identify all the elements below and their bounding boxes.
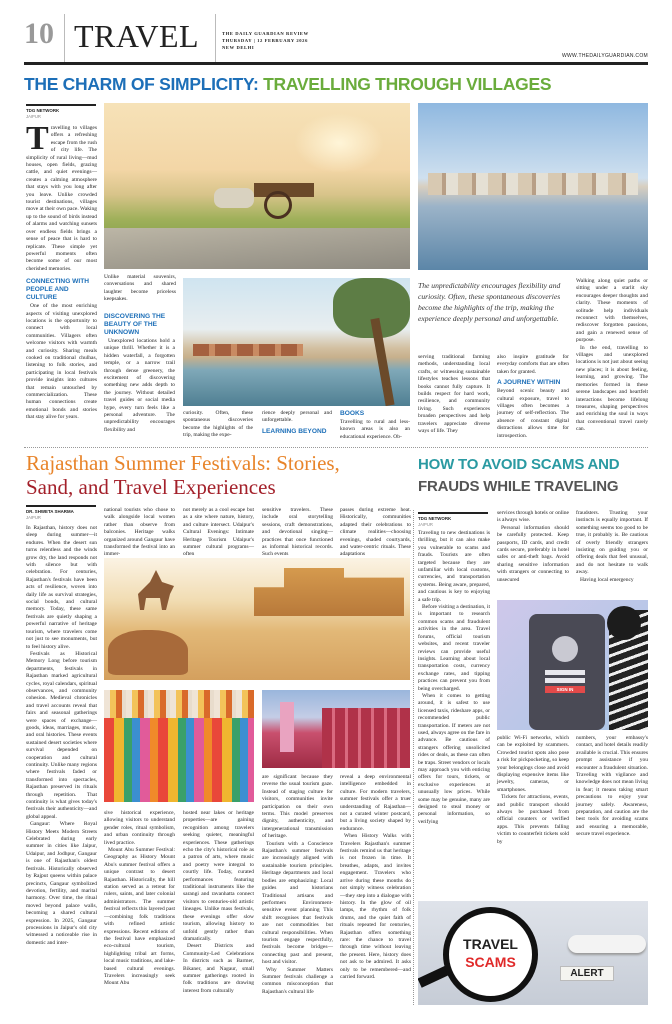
- photo-caption: [104, 274, 176, 304]
- paragraph: Unexplored locations hold a unique thrill. Whether it is a hidden waterfall, a forgotten temple, or a narrow trail through dense greenery, the excitement of discovering something new adds depth to the journey. Without detailed travel guides or social media hype, every turn feels like a personal adventure. The unpredictability encourages flexibility and: [104, 338, 175, 433]
- phone-hacker-illustration: [497, 600, 648, 730]
- subhead-connecting: CONNECTING WITH PEOPLE AND CULTURE: [26, 278, 90, 302]
- article-text: [262, 774, 333, 996]
- password-field: [545, 678, 585, 683]
- scams-col-3-top: [576, 510, 648, 584]
- rajasthan-col-5-top: [340, 507, 411, 559]
- paragraph: reveal a deep environmental intelligence embedded in culture. For modern travelers, summer festivals offer a truer understanding of Rajasthan—not a curated winter postcard, but a living society shaped by endurance.: [340, 774, 411, 832]
- scams-col-2-bottom: [497, 735, 569, 846]
- article-text: [262, 507, 333, 559]
- paragraph: not merely as a cool escape but as a site where nature, history, and culture intersect. Udaipur's Cultural Evenings: Intimate Heritage Tourism Udaipur's summer cultural programs—often: [183, 507, 254, 558]
- paper-info: [222, 30, 309, 51]
- bullock-cart-photo: [104, 103, 410, 269]
- paragraph: Before visiting a destination, it is important to research common scams and fraudulent activities in the area. Travel forums, official tourism websites, and recent traveler reviews can provide useful insights. Learning about local transportation costs, currency exchange rates, and tipping practices can prevent you from being overcharged.: [418, 604, 490, 692]
- lens-word-scams: SCAMS: [465, 954, 516, 970]
- palace-wall: [322, 708, 410, 768]
- website-link[interactable]: WWW.THEDAILYGUARDIAN.COM: [562, 53, 648, 59]
- paragraph: When it comes to getting around, it is safest to use licensed taxis, rideshare apps, or recommended public transportation. If meters are not used, always agree on the fare in advance. Be cautious of strangers offering unsolicited rides or deals, as these can often be traps. Street vendors or locals may approach you with enticing offers for tours, tickets, or exclusive experiences at unusually low prices. While some may be genuine, many are designed to steal money or personal information, so verifying: [418, 692, 490, 825]
- article-text: [26, 525, 97, 947]
- section-title: TRAVEL: [74, 18, 200, 54]
- section-divider: [24, 447, 648, 448]
- resting-camel: [108, 630, 188, 675]
- paragraph: passes during extreme heat. Historically, communities adapted their celebrations to climate realities—choosing evenings, shaded courtyards, and water-centric rituals. These adaptations: [340, 507, 411, 558]
- article-text: [576, 510, 648, 584]
- article-text: [340, 507, 411, 559]
- drop-cap: T: [26, 120, 49, 157]
- villages-col-3b: [262, 410, 332, 437]
- paragraph: Traveling to new destinations is thrilling, but it can also make you vulnerable to scams and frauds. Tourists are often targeted because they are unfamiliar with local customs, currencies, and transportation systems. Being aware, prepared, and cautious is key to enjoying a safe trip.: [418, 530, 490, 603]
- rajasthan-col-4-bottom: [262, 774, 333, 996]
- rajasthan-col-3-top: [183, 507, 254, 559]
- rajasthan-col-1: [26, 525, 97, 947]
- paragraph: One of the most enriching aspects of visiting unexplored locations is the opportunity to connect with local communities. Villagers often welcome visitors with warmth and curiosity. Sharing meals cooked on traditional chulhas, listening to folk stories, and participating in local festivals provide insights into cultures that remain untouched by commercialization. These human connections create emotional bonds and stories that stay alive for years.: [26, 303, 97, 421]
- paper-name: THE DAILY GUARDIAN REVIEW: [222, 31, 309, 36]
- subhead-learning: LEARNING BEYOND: [262, 427, 327, 435]
- alert-sign: ALERT: [560, 966, 614, 981]
- article-text: [104, 338, 175, 434]
- article-text: [183, 507, 254, 559]
- vertical-divider: [413, 510, 414, 1005]
- paragraph: are significant because they reverse the usual tourism gaze. Instead of staging culture for visitors, communities invite participation on their own terms. This model preserves dignity, authenticity, and intergenerational transmission of heritage.: [262, 774, 333, 840]
- subhead-discovering: DISCOVERING THE BEAUTY OF THE UNKNOWN: [104, 313, 166, 336]
- headline-part-1: THE CHARM OF SIMPLICITY:: [24, 74, 259, 94]
- rajasthan-col-4-top: [262, 507, 333, 559]
- paragraph: numbers, your embassy's contact, and hotel details readily available is crucial. This ensures prompt assistance if you encounter a fraudulent situation. Traveling with vigilance and knowledge does not mean living in fear; it means taking smart precautions to enjoy your journey safely. Awareness, preparation, and caution are the best tools for avoiding scams and ensuring a memorable, secure travel experience.: [576, 735, 648, 838]
- scams-col-2-top: [497, 510, 569, 584]
- paragraph: Walking along quiet paths or sitting under a starlit sky encourages deeper thoughts and clarity. These moments of solitude help individuals reconnect with themselves, rediscover forgotten passions, and gain a renewed sense of purpose.: [576, 278, 648, 344]
- page-number: 10: [24, 17, 54, 50]
- palace-tower: [280, 702, 294, 752]
- headline-line-2: FRAUDS WHILE TRAVELING: [418, 478, 619, 495]
- camel-rider: [134, 570, 174, 610]
- paragraph: curiosity. Often, these spontaneous discoveries become the highlights of the trip, making the expe-: [183, 410, 253, 439]
- article-text: [418, 530, 490, 826]
- headline-line-1: HOW TO AVOID SCAMS AND: [418, 456, 620, 473]
- article-text: [418, 354, 490, 435]
- paragraph: Why Summer Matters Summer festivals challenge a common misconception that Rajasthan's cultural life: [262, 966, 333, 995]
- rajasthan-col-3-bottom: [183, 810, 254, 995]
- article-text: [576, 278, 648, 434]
- villages-col-3a: [183, 410, 253, 440]
- paragraph: Travelling to rural and less-known areas is also an educational experience. Ob-: [340, 419, 410, 440]
- article-text: [183, 810, 254, 995]
- paragraph: hosted near lakes or heritage properties—are gaining recognition among travelers seeking quieter, meaningful experiences. These gatherings echo the city's historical role as a patron of arts, where music and poetry were integral to courtly life. Today, curated performances featuring traditional instruments like the sarangi and ravanhatta connect visitors to centuries-old artistic lineages. Unlike mass festivals, these evenings offer slow tourism, allowing history to unfold gently rather than dramatically.: [183, 810, 254, 942]
- article-text: [104, 810, 175, 988]
- sun-glow: [294, 113, 384, 173]
- paragraph: national tourists who chose to walk alongside local women rather than observe from balconies. Heritage walks organized around Gangaur have transformed the festival into an immer-: [104, 507, 175, 558]
- article-text: [497, 388, 569, 440]
- houses: [428, 173, 638, 195]
- hacker-mask: [607, 606, 641, 640]
- byline-city: JAIPUR: [26, 113, 41, 119]
- header-rule: [24, 62, 648, 65]
- paragraph: Beyond scenic beauty and cultural exposure, travel to villages often becomes a journey of self-reflection. The absence of constant digital distractions allows time for introspection.: [497, 388, 569, 439]
- pull-quote: The unpredictability encourages flexibility and curiosity. Often, these spontaneous discoveries become the highlights of the trip, making the experience deeply personal and unforgettable.: [418, 281, 561, 323]
- paragraph: Mount Abu Summer Festival: Geography as History Mount Abu's summer festival offers a unique contrast to desert Rajasthan. Historically, the hill station served as a retreat for rulers, saints, and later colonial administrators. The summer festival reflects this layered past—combining folk traditions with refined artistic expressions. Recent editions of the festival have emphasized eco-cultural tourism, highlighting tribal art forms, local music traditions, and lake-based cultural evenings. Travelers increasingly seek Mount Abu: [104, 847, 175, 987]
- article-text: [497, 735, 569, 846]
- paragraph: sensitive travelers. These include oral storytelling sessions, craft demonstrations, and devotional singing—practices that once functioned as informal historical records. Such events: [262, 507, 333, 558]
- subhead-journey: A JOURNEY WITHIN: [497, 379, 561, 387]
- article-text: [340, 419, 410, 441]
- desert-fort-camel-photo: [104, 558, 410, 680]
- cart-wheel: [264, 191, 292, 219]
- paragraph: Having local emergency: [580, 576, 634, 583]
- puppet-heads: [104, 690, 254, 718]
- lake-village-photo: [183, 278, 410, 406]
- rajasthan-col-2-bottom: [104, 810, 175, 988]
- article-text: [497, 354, 569, 376]
- bull: [214, 188, 254, 208]
- headline-part-2: TRAVELLING THROUGH VILLAGES: [263, 74, 552, 94]
- paragraph: When History Walks with Travelers Rajasthan's summer festivals remind us that heritage is not frozen in time. It breathes, adapts, and invites engagement. Travelers who arrive during these months do not simply witness celebration—they step into a dialogue with history. In the glow of oil lamps, the rhythm of folk drums, and the quiet faith of rituals repeated for centuries, Rajasthan offers something rare: the chance to travel through time without leaving the present. Here, history does not ask to be admired. It asks only to be remembered—and carried forward.: [340, 833, 411, 980]
- villages-col-1: [26, 120, 97, 422]
- paragraph: rience deeply personal and unforgettable.: [262, 410, 332, 424]
- scams-byline: [418, 512, 488, 527]
- article-text: [183, 410, 253, 440]
- toy-airplane: [568, 935, 646, 953]
- villages-byline: [26, 104, 96, 119]
- masthead: [0, 0, 672, 68]
- paragraph: sive historical experience, allowing visitors to understand gender roles, ritual symbolism, and urban continuity through lived practice.: [104, 810, 175, 846]
- profile-icon: [552, 636, 578, 662]
- city-palace-photo: [262, 690, 410, 768]
- header-divider-2: [215, 14, 216, 62]
- article-text: [104, 507, 175, 559]
- intro-text: ravelling to villages offers a refreshing escape from the rush of city life. The simplicity of rural living—mud houses, open fields, grazing cattle, and quiet evenings—creates a calming atmosphere that stays with you long after you leave. Unlike crowded tourist destinations, villages move at their own pace. Waking up to the sound of birds instead of alarms and watching sunsets over endless fields brings a sense of peace that is hard to replicate. These simple yet powerful moments often become some of our most cherished memories.: [26, 125, 97, 272]
- scams-col-3-bottom: [576, 735, 648, 839]
- paragraph: Tickets for attractions, events, and public transport should always be purchased from official counters or verified apps. This prevents falling victim to counterfeit tickets sold by: [497, 794, 569, 845]
- article-text: [26, 303, 97, 422]
- headline-line-1: Rajasthan Summer Festivals: Stories,: [26, 451, 340, 475]
- caption-text: Unlike material souvenirs, conversations and shared laughter become priceless keepsakes.: [104, 274, 176, 303]
- magnifier-lens: [443, 907, 538, 1002]
- paragraph: Tourism with a Conscience Rajasthan's summer festivals are increasingly aligned with sustainable tourism principles. Heritage departments and local bodies are emphasizing: Local guides and historians Traditional artisans and performers Environment-sensitive event planning This shift recognises that festivals are not commodities but cultural responsibilities. When tourists engage respectfully, festivals become bridges—connecting past and present, host and visitor.: [262, 840, 333, 966]
- villages-col-4: [418, 354, 490, 435]
- puppets-photo: [104, 690, 254, 802]
- intro-paragraph: [26, 120, 97, 273]
- byline-city: JAIPUR: [26, 514, 41, 520]
- rajasthan-col-2-top: [104, 507, 175, 559]
- villages-col-6: [576, 278, 648, 434]
- paragraph: public Wi-Fi networks, which can be exploited by scammers. Crowded tourist spots also pose a risk for pickpocketing, so keep your belongings close and avoid displaying expensive items like jewelry, cameras, or smartphones.: [497, 735, 569, 793]
- fort: [254, 568, 404, 616]
- villages-col-3c: [340, 410, 410, 441]
- issue-city: NEW DELHI: [222, 45, 255, 50]
- article-text: [340, 774, 411, 981]
- byline-org: TDG NETWORK: [418, 516, 452, 521]
- villages-col-2: [104, 313, 175, 434]
- paragraph: Desert Districts and Community-Led Celebrations In districts such as Barmer, Bikaner, and Nagaur, small summer gatherings rooted in folk traditions are drawing interest from culturally: [183, 943, 254, 994]
- issue-date: THURSDAY | 12 FEBRUARY 2026: [222, 38, 308, 43]
- paragraph: Personal information should be carefully protected. Keep passports, ID cards, and credit cards secure, preferably in hotel safes or anti-theft bags. Avoid sharing sensitive information with strangers or connecting to unsecured: [497, 524, 569, 583]
- paragraph: serving traditional farming methods, understanding local crafts, or witnessing sustainable lifestyles teaches lessons that books cannot fully capture. It builds respect for hard work, resilience, and community living. Such experiences broaden perspectives and help travelers appreciate diverse ways of life. They: [418, 354, 490, 435]
- travel-scams-photo: [418, 901, 648, 1005]
- paragraph: In the end, travelling to villages and unexplored locations is not just about seeing new places; it is about feeling, learning, and growing. The memories formed in these serene landscapes and heartfelt interactions become lifelong treasures, shaping perspectives and enriching the soul in ways that conventional travel rarely can.: [576, 344, 648, 433]
- username-field: [545, 670, 585, 675]
- subhead-books: BOOKS: [340, 410, 365, 417]
- article-text: [576, 735, 648, 839]
- huts: [193, 344, 303, 356]
- paragraph: services through hotels or online is always wise.: [497, 510, 569, 524]
- rajasthan-col-5-bottom: [340, 774, 411, 981]
- scams-headline: [418, 454, 648, 498]
- paragraph: Gangaur: Where Royal History Meets Modern Streets Celebrated during early summer in cities like Jaipur, Udaipur, and Jodhpur, Gangaur is one of Rajasthan's oldest festivals. Historically observed by Rajput queens within palace precincts, Gangaur symbolized devotion, fertility, and marital harmony. Over time, the ritual moved beyond palace walls, becoming a shared cultural expression. In 2025, Gangaur processions in Jaipur's old city witnessed a noticeable rise in domestic and inter-: [26, 821, 97, 946]
- lens-word-travel: TRAVEL: [463, 936, 518, 952]
- paragraph: In Rajasthan, history does not sleep during summer—it endures. When the desert sun turns relentless and the winds grow dry, the land responds not with silence but with celebration. For centuries, Rajasthan's festivals have been acts of resilience, woven into daily life as survival strategies, social bonds, and cultural memory. Today, these same festivals are quietly shaping a powerful narrative of heritage tourism, where travelers come not just to see monuments, but to feel history alive.: [26, 525, 97, 650]
- article-text: [262, 410, 332, 425]
- byline-city: JAIPUR: [418, 521, 433, 527]
- header-divider: [64, 14, 65, 62]
- article-text: [497, 510, 569, 584]
- byline-org: TDG NETWORK: [26, 108, 60, 113]
- sign-in-button: SIGN IN: [545, 686, 585, 693]
- villages-col-5: [497, 354, 569, 440]
- scams-col-1: [418, 530, 490, 826]
- paragraph: also inspire gratitude for everyday comforts that are often taken for granted.: [497, 354, 569, 375]
- riverside-village-photo: [418, 103, 648, 270]
- rajasthan-byline: [26, 505, 96, 520]
- rajasthan-headline: [26, 451, 410, 499]
- paragraph: fraudsters. Trusting your instincts is equally important. If something seems too good to be true, it probably is. Be cautious of overly friendly strangers insisting on guiding you or offering deals that feel unusual, and do not hesitate to walk away.: [576, 510, 648, 576]
- paragraph: Festivals as Historical Memory Long before tourism departments, festivals in Rajasthan marked agricultural cycles, royal calendars, spiritual observances, and community cohesion. Medieval chronicles and travel accounts reveal that fairs and seasonal gatherings were spaces of exchange—goods, ideas, marriages, music, and oral histories. These events sustained desert societies where survival depended on cooperation and cultural continuity. Unlike many regions where festivals faded or transformed into spectacles, Rajasthan preserved its rituals through repetition. That continuity is what gives today's festivals their authenticity—and global appeal.: [26, 650, 97, 820]
- headline-line-2: Sand, and Travel Experiences: [26, 475, 276, 499]
- road: [104, 228, 410, 269]
- byline-name: DR. SHWETA SHARMA: [26, 509, 74, 514]
- villages-headline: [24, 72, 648, 96]
